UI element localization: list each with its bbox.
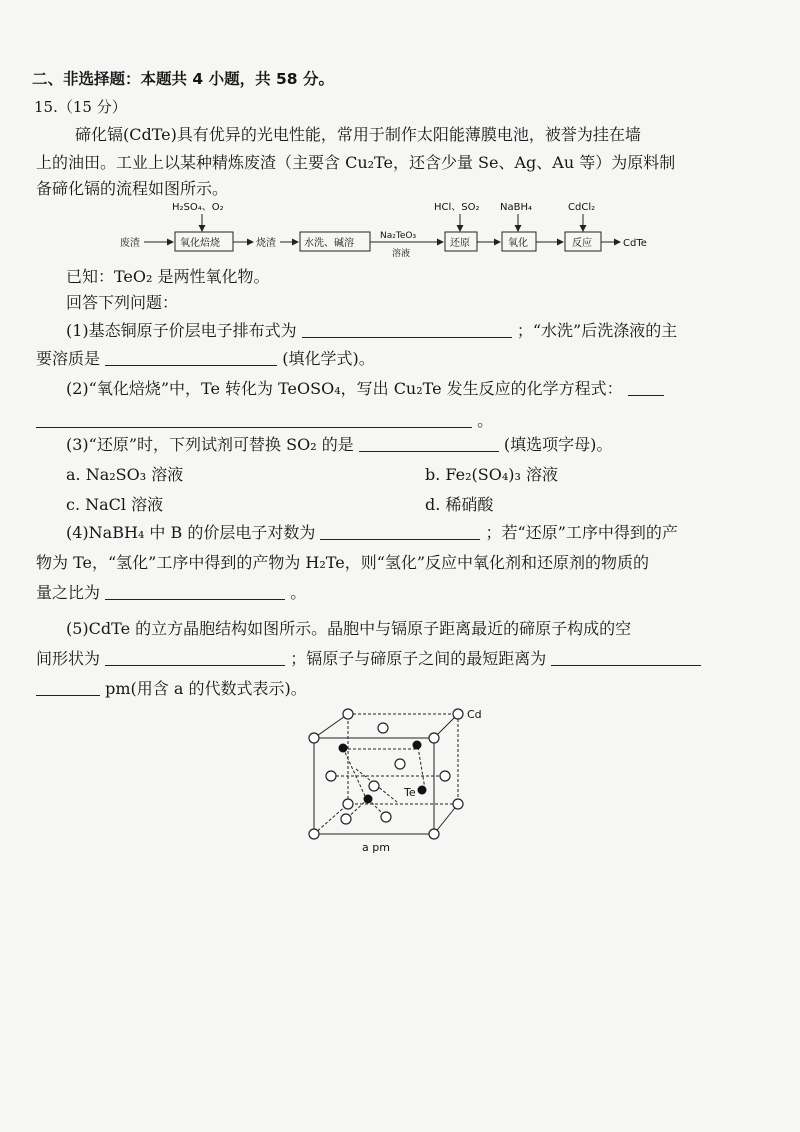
flow-mid2-top: Na₂TeO₃: [380, 231, 417, 241]
te-atom: [364, 795, 373, 804]
q3-option-d[interactable]: d. 稀硝酸: [425, 495, 494, 514]
process-flowchart: [120, 196, 680, 266]
q3-option-b[interactable]: b. Fe₂(SO₄)₃ 溶液: [425, 465, 559, 484]
q1-text-b: ；“水洗”后洗涤液的主: [516, 321, 678, 340]
q3-line-1: [66, 434, 612, 456]
flow-step5-reagent: CdCl₂: [568, 202, 596, 213]
edge-length-label: a pm: [362, 841, 390, 854]
q5-line-1: (5)CdTe 的立方晶胞结构如图所示。晶胞中与镉原子距离最近的碲原子构成的空: [66, 619, 632, 638]
q1-line-1: [66, 320, 677, 342]
cd-atom: [453, 799, 463, 809]
q5-text-b: 间形状为: [36, 649, 101, 668]
q3-option-a[interactable]: a. Na₂SO₃ 溶液: [66, 465, 184, 484]
q3-option-c[interactable]: c. NaCl 溶液: [66, 495, 164, 514]
cd-atom: [309, 733, 319, 743]
te-atom: [418, 786, 427, 795]
cd-atom: [309, 829, 319, 839]
q4-text-d: 量之比为: [36, 583, 101, 602]
answer-prompt: 回答下列问题：: [66, 293, 179, 312]
cd-atoms: [309, 709, 463, 839]
te-atom: [413, 741, 422, 750]
known-info: 已知：TeO₂ 是两性氧化物。: [66, 267, 270, 286]
flow-step5: 反应: [572, 238, 592, 249]
q4-line-3: [36, 582, 306, 604]
te-atom: [339, 744, 348, 753]
cd-atom: [341, 814, 351, 824]
cd-atom: [381, 812, 391, 822]
cd-atom: [326, 771, 336, 781]
q2-text-a: (2)“氧化焙烧”中，Te 转化为 TeOSO₄，写出 Cu₂Te 发生反应的化学方程式：: [66, 379, 623, 398]
cd-atom: [343, 709, 353, 719]
flow-step3: 还原: [450, 238, 470, 249]
q1-answer-blank-1[interactable]: [302, 321, 512, 338]
cd-atom: [378, 723, 388, 733]
cube-back-face: [348, 714, 458, 804]
crystal-cell-diagram: [290, 700, 510, 860]
flow-step3-reagent: HCl、SO₂: [434, 202, 480, 213]
cd-atom: [343, 799, 353, 809]
q2-line-1: [66, 378, 664, 400]
q5-line-2: [36, 648, 701, 670]
q2-end: 。: [477, 411, 494, 430]
question-number: 15.（15 分）: [34, 98, 127, 116]
q5-text-c: ；镉原子与碲原子之间的最短距离为: [290, 649, 547, 668]
cd-atom: [429, 829, 439, 839]
q2-answer-blank-start[interactable]: [628, 379, 664, 396]
flow-start: 废渣: [120, 238, 140, 249]
q4-line-2: 物为 Te，“氢化”工序中得到的产物为 H₂Te，则“氢化”反应中氧化剂和还原剂的物质的: [36, 553, 650, 572]
q1-line-2: [36, 348, 375, 370]
flow-step1: 氧化焙烧: [180, 238, 220, 249]
q4-text-e: 。: [290, 583, 307, 602]
q3-text-b: (填选项字母)。: [503, 435, 613, 454]
intro-line-2: 上的油田。工业上以某种精炼废渣（主要含 Cu₂Te，还含少量 Se、Ag、Au 等）为原料制: [36, 153, 676, 172]
q5-answer-blank-2[interactable]: [551, 649, 701, 666]
cd-atom: [453, 709, 463, 719]
q1-text-c: 要溶质是: [36, 349, 101, 368]
q5-text-d: pm(用含 a 的代数式表示)。: [105, 679, 307, 698]
flow-step4: 氧化: [508, 238, 528, 249]
te-label: Te: [404, 786, 416, 799]
flow-mid1: 烧渣: [256, 238, 276, 249]
q1-text-d: (填化学式)。: [282, 349, 375, 368]
q4-answer-blank-2[interactable]: [105, 583, 285, 600]
intro-line-1: 碲化镉(CdTe)具有优异的光电性能，常用于制作太阳能薄膜电池，被誉为挂在墙: [75, 125, 641, 144]
q4-text-b: ；若“还原”工序中得到的产: [485, 523, 678, 542]
q4-answer-blank-1[interactable]: [320, 523, 480, 540]
cd-atom: [440, 771, 450, 781]
flow-product: CdTe: [623, 238, 647, 249]
q4-line-1: [66, 522, 678, 544]
cd-label: Cd: [467, 708, 482, 721]
q5-answer-blank-1[interactable]: [105, 649, 285, 666]
cd-atom: [395, 759, 405, 769]
q1-answer-blank-2[interactable]: [105, 349, 277, 366]
section-header: 二、非选择题：本题共 4 小题，共 58 分。: [32, 70, 334, 88]
q4-text-a: (4)NaBH₄ 中 B 的价层电子对数为: [66, 523, 316, 542]
flow-step2: 水洗、碱溶: [304, 238, 354, 249]
cd-atom: [429, 733, 439, 743]
flow-mid2-bottom: 溶液: [392, 249, 411, 259]
q5-answer-blank-2-cont[interactable]: [36, 679, 100, 696]
q1-text-a: (1)基态铜原子价层电子排布式为: [66, 321, 297, 340]
intro-line-3: 备碲化镉的流程如图所示。: [36, 179, 229, 198]
cd-atom: [369, 781, 379, 791]
q5-line-3: [36, 678, 307, 700]
flow-step1-reagent: H₂SO₄、O₂: [172, 202, 224, 213]
q3-answer-blank[interactable]: [359, 435, 499, 452]
q3-text-a: (3)“还原”时，下列试剂可替换 SO₂ 的是: [66, 435, 354, 454]
flow-step4-reagent: NaBH₄: [500, 202, 532, 213]
q2-line-2: [36, 410, 493, 432]
q2-answer-blank[interactable]: [36, 411, 472, 428]
